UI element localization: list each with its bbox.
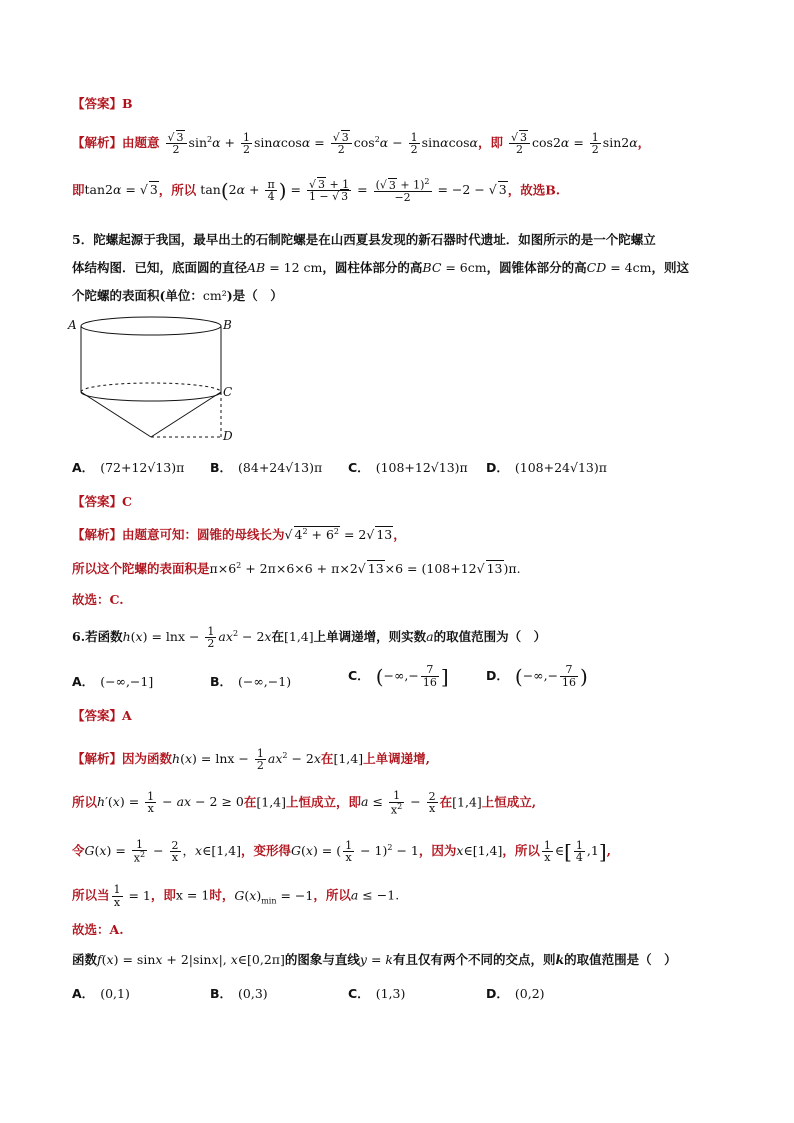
answer-tag: 【答案】	[72, 494, 123, 509]
q6-analysis-line-2: 所以h′(x) = $\frac{1}{x}$ − ax − 2 ≥ 0在[1,4]上恒成立，即a ≤ $\frac{1}{x^2}$ − $\frac{2}{x}$ 在[1,4]上恒成立,	[72, 789, 537, 817]
label-a: A	[68, 318, 77, 332]
q6-stem: 6.若函数h(x) = lnx − $\frac{1}{2}$ $ax^2 - 2x$在[1,4]上单调递增，则实数a的取值范围为（ ）	[72, 624, 547, 651]
option-a[interactable]: A． (0,1)	[72, 986, 130, 1001]
question-number: 6.	[72, 629, 86, 645]
q5-answer-line	[72, 492, 754, 512]
q5-analysis-line-1: 【解析】由题意可知：圆锥的母线长为√ $4^2 + 6^2 = 2√$ 13，	[72, 527, 406, 543]
option-b[interactable]: B． (0,3)	[210, 986, 268, 1001]
spinning-top-figure	[60, 310, 250, 450]
q6-option-a[interactable]: A． (−∞,−1]	[72, 674, 154, 689]
q5-stem-line-1: 5．陀螺起源于我国，最早出土的石制陀螺是在山西夏县发现的新石器时代遗址．如图所示的是一个陀螺立	[72, 232, 656, 247]
q5-analysis-line-2: 所以这个陀螺的表面积是$\pi\times 6^2 + 2\pi\times 6\times 6 + \pi\times 2√$ 13×6 = (108+12√ 13)π.	[72, 561, 521, 577]
q5-stem-line-3: 个陀螺的表面积(单位：cm²)是（ ）	[72, 288, 283, 303]
answer-tag: 【答案】	[72, 96, 123, 111]
q4-answer-line	[72, 94, 754, 114]
formula: tan2α = √ 3	[84, 182, 158, 198]
q6-analysis-line-4: 所以当 $\frac{1}{x}$ = 1，即x = 1时，$G(x)_{min} = -1$，所以a ≤ −1.	[72, 883, 400, 909]
q6-option-c[interactable]: C． (−∞,− $\frac{7}{16}$ ]	[348, 663, 449, 689]
option-a[interactable]: A． (72+12√13)π	[72, 460, 185, 475]
q6-analysis-line-1: 【解析】因为函数h(x) = lnx − $\frac{1}{2}$ $ax^2 - 2x$在[1,4]上单调递增,	[72, 746, 430, 773]
option-d[interactable]: D． (108+24√13)π	[486, 460, 607, 475]
q6-conclusion: 故选：A.	[72, 922, 124, 937]
q4-analysis-line-1: 【解析】由题意 $\frac{√ 3}{2}$ $\sin^2\alpha$ + $\frac{1}{2}$ sinαcosα = $\frac{√ 3}{2}$ $\cos^2\alpha$ − $\frac{1}{2}$ sinαcosα，即 $\frac{√ 3}{2}$ cos2α = $\frac{1}{2}$ sin2α，	[72, 130, 651, 157]
option-c[interactable]: C． (1,3)	[348, 986, 406, 1001]
label-d: D	[223, 429, 233, 443]
analysis-tag: 【解析】	[72, 527, 123, 543]
option-d[interactable]: D． (0,2)	[486, 986, 545, 1001]
answer-value: A	[122, 708, 132, 723]
option-c[interactable]: C． (108+12√13)π	[348, 460, 468, 475]
analysis-tag: 【解析】	[72, 135, 123, 151]
formula: $\frac{√ 3}{2}$ $\sin^2\alpha$ + $\frac{1}{2}$ sinαcosα = $\frac{√ 3}{2}$ $\cos^2\alpha$ − $\frac{1}{2}$ sinαcosα	[167, 130, 478, 157]
analysis-tag: 【解析】	[72, 751, 123, 767]
q5-stem-line-2: 体结构图．已知，底面圆的直径AB = 12 cm，圆柱体部分的高BC = 6cm，圆锥体部分的高CD = 4cm，则这	[72, 260, 689, 275]
q6-analysis-line-3: 令G(x) = $\frac{1}{x^2}$ − $\frac{2}{x}$ ，x∈[1,4]，变形得G(x) = ( $\frac{1}{x}$ − 1)$^2$ − 1，因为x∈[1,4]，所以 $\frac{1}{x}$ ∈[ $\frac{1}{4}$ ,1],	[72, 837, 612, 865]
q6-option-b[interactable]: B． (−∞,−1)	[210, 674, 292, 689]
label-b: B	[223, 318, 232, 332]
bottom-ellipse-back	[81, 383, 221, 392]
formula: tan(2α + $\frac{\pi}{4}$ ) = $\frac{√ 3 + 1}{1 - √ 3}$ = $\frac{(√ 3 + 1)^2}{-2}$ = −2 − √ 3	[200, 177, 507, 205]
q6-option-d[interactable]: D． (−∞,− $\frac{7}{16}$ )	[486, 663, 588, 689]
q6-answer-line	[72, 706, 754, 726]
q5-conclusion: 故选：C.	[72, 592, 124, 607]
q7-stem: 函数f(x) = sinx + 2|sinx|, x∈[0,2π]的图象与直线y = k有且仅有两个不同的交点，则k的取值范围是（ ）	[72, 952, 677, 967]
answer-value: C	[122, 494, 132, 509]
q4-analysis-line-2: 即tan2α = √ 3，所以 tan(2α + $\frac{\pi}{4}$ ) = $\frac{√ 3 + 1}{1 - √ 3}$ = $\frac{(√ 3 + 1)^2}{-2}$ = −2 − √ 3，故选B.	[72, 177, 561, 205]
bottom-ellipse-front	[81, 392, 221, 401]
formula: $\frac{√ 3}{2}$ cos2α = $\frac{1}{2}$ sin2α	[510, 130, 638, 157]
answer-value: B	[122, 96, 133, 111]
answer-tag: 【答案】	[72, 708, 123, 723]
option-b[interactable]: B． (84+24√13)π	[210, 460, 323, 475]
top-ellipse	[81, 317, 221, 335]
question-number: 5．	[72, 232, 94, 247]
label-c: C	[223, 385, 233, 399]
